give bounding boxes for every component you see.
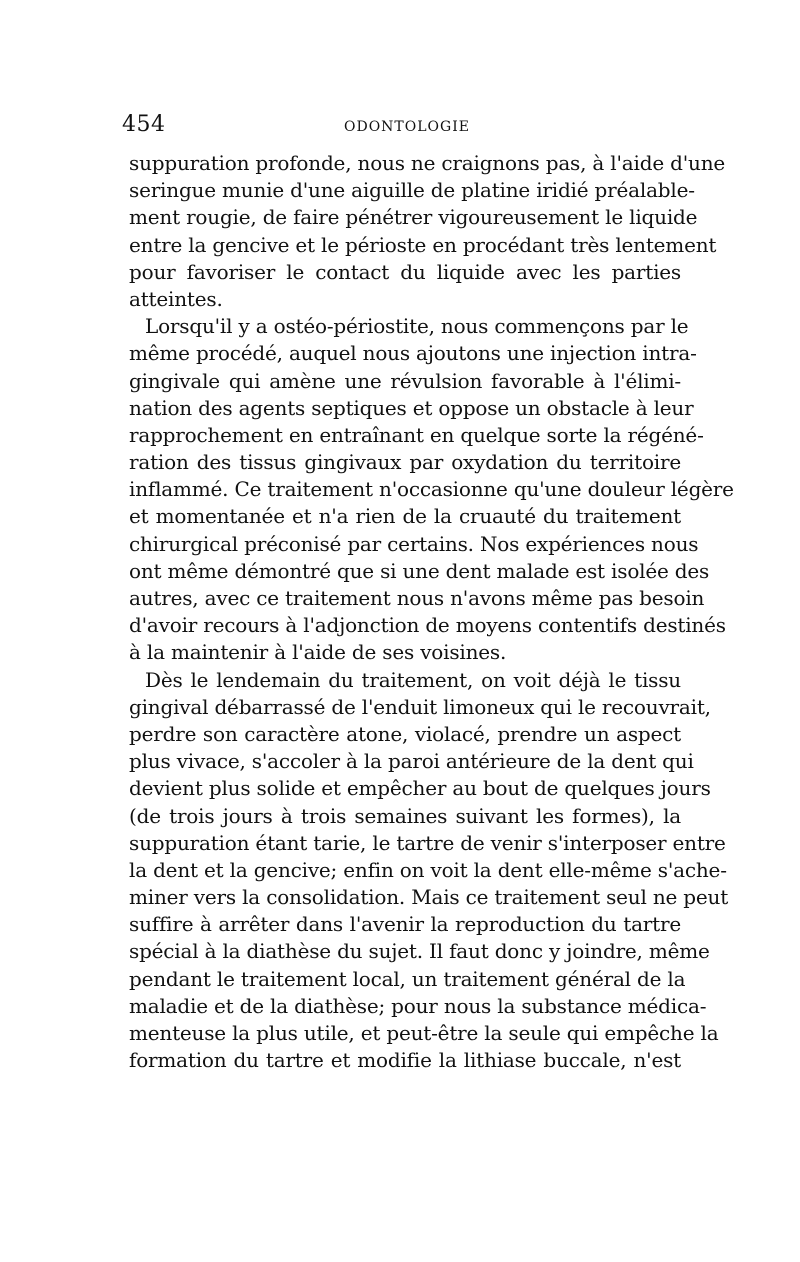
text-line: perdre son caractère atone, violacé, prendre un aspect xyxy=(129,721,681,746)
text-line: suppuration profonde, nous ne craignons pas, à l'aide d'une xyxy=(129,151,726,175)
page-number: 454 xyxy=(122,112,166,137)
text-line: spécial à la diathèse du sujet. Il faut donc y joindre, même xyxy=(129,939,710,964)
text-line: et momentanée et n'a rien de la cruauté du traitement xyxy=(129,504,681,529)
text-line: Dès le lendemain du traitement, on voit déjà le tissu xyxy=(145,667,681,692)
text-line: plus vivace, s'accoler à la paroi antérieure de la dent qui xyxy=(129,749,694,774)
text-line: pour favoriser le contact du liquide avec les parties xyxy=(129,259,681,284)
text-line: ration des tissus gingivaux par oxydation du territoire xyxy=(129,450,681,475)
text-line: gingivale qui amène une révulsion favorable à l'élimi- xyxy=(129,368,681,393)
text-line: seringue munie d'une aiguille de platine iridié préalable- xyxy=(129,178,695,203)
text-line: à la maintenir à l'aide de ses voisines. xyxy=(129,640,507,665)
text-line: la dent et la gencive; enfin on voit la dent elle-même s'ache- xyxy=(129,857,727,882)
text-line: même procédé, auquel nous ajoutons une injection intra- xyxy=(129,341,697,366)
text-line: d'avoir recours à l'adjonction de moyens contentifs destinés xyxy=(129,613,726,638)
text-line: gingival débarrassé de l'enduit limoneux qui le recouvrait, xyxy=(129,694,711,719)
text-line: maladie et de la diathèse; pour nous la substance médica- xyxy=(129,993,707,1018)
text-line: devient plus solide et empêcher au bout de quelques jours xyxy=(129,776,711,801)
text-line: pendant le traitement local, un traitement général de la xyxy=(129,966,686,991)
text-line: nation des agents septiques et oppose un obstacle à leur xyxy=(129,395,694,420)
text-line: ont même démontré que si une dent malade est isolée des xyxy=(129,558,710,583)
text-line: rapprochement en entraînant en quelque sorte la régéné- xyxy=(129,422,704,447)
running-header xyxy=(122,112,682,142)
text-line: entre la gencive et le périoste en procédant très lentement xyxy=(129,232,717,257)
text-line: chirurgical préconisé par certains. Nos expériences nous xyxy=(129,531,699,556)
text-line: menteuse la plus utile, et peut-être la seule qui empêche la xyxy=(129,1021,719,1045)
text-line: suffire à arrêter dans l'avenir la reproduction du tartre xyxy=(129,912,681,937)
text-line: formation du tartre et modifie la lithiase buccale, n'est xyxy=(129,1048,681,1073)
running-title: ODONTOLOGIE xyxy=(344,119,470,135)
text-line: inflammé. Ce traitement n'occasionne qu'une douleur légère xyxy=(129,477,734,502)
body-text xyxy=(129,150,734,1074)
text-line: miner vers la consolidation. Mais ce traitement seul ne peut xyxy=(129,885,729,910)
text-line: atteintes. xyxy=(129,286,223,311)
text-line: (de trois jours à trois semaines suivant les formes), la xyxy=(129,803,681,828)
text-line: Lorsqu'il y a ostéo-périostite, nous commençons par le xyxy=(145,314,689,339)
text-line: suppuration étant tarie, le tartre de venir s'interposer entre xyxy=(129,830,726,855)
text-line: ment rougie, de faire pénétrer vigoureusement le liquide xyxy=(129,205,698,230)
text-line: autres, avec ce traitement nous n'avons même pas besoin xyxy=(129,586,705,610)
